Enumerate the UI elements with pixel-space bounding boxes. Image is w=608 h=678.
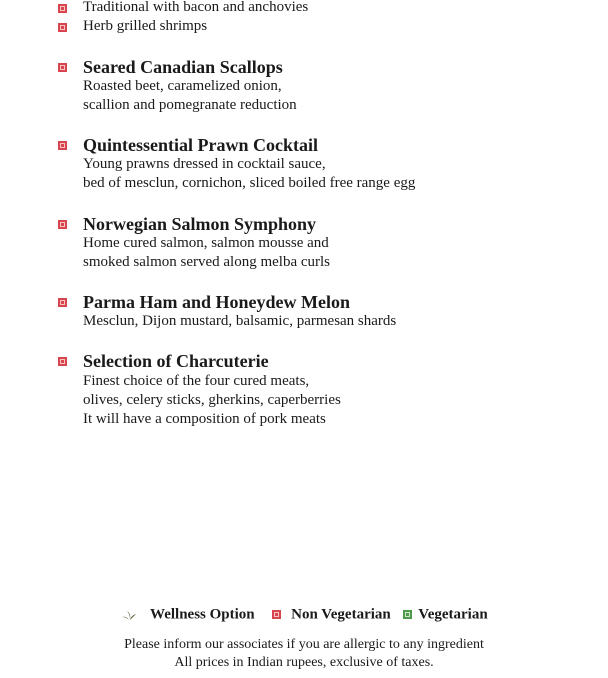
dish-title: Selection of Charcuterie	[83, 351, 269, 371]
menu-item: Herb grilled shrimps	[83, 18, 208, 34]
non-veg-icon	[272, 610, 281, 619]
dish-description: Young prawns dressed in cocktail sauce,	[83, 156, 326, 172]
non-veg-icon	[58, 141, 67, 150]
dish-description: Finest choice of the four cured meats,	[83, 373, 310, 389]
sprout-icon	[120, 609, 140, 621]
dish-title: Parma Ham and Honeydew Melon	[83, 292, 350, 312]
dish-description: Roasted beet, caramelized onion,	[83, 78, 282, 94]
allergy-note: Please inform our associates if you are allergic to any ingredient	[124, 637, 484, 652]
non-veg-label: Non Vegetarian	[291, 606, 391, 623]
dish-description: bed of mesclun, cornichon, sliced boiled free range egg	[83, 175, 416, 191]
non-veg-icon	[58, 63, 67, 72]
non-veg-icon	[58, 4, 67, 13]
legend	[0, 604, 608, 625]
dish-title: Seared Canadian Scallops	[83, 57, 283, 77]
dish-title: Quintessential Prawn Cocktail	[83, 135, 319, 155]
dish-description: It will have a composition of pork meats	[83, 411, 326, 427]
veg-label: Vegetarian	[418, 606, 488, 623]
non-veg-icon	[58, 220, 67, 229]
wellness-label: Wellness Option	[150, 606, 255, 623]
dish-description: Mesclun, Dijon mustard, balsamic, parmesan shards	[83, 313, 397, 329]
dish-description: olives, celery sticks, gherkins, caperberries	[83, 392, 341, 408]
dish-description: scallion and pomegranate reduction	[83, 97, 297, 113]
non-veg-icon	[58, 357, 67, 366]
veg-icon	[403, 610, 412, 619]
non-veg-icon	[58, 298, 67, 307]
non-veg-icon	[58, 23, 67, 32]
dish-title: Norwegian Salmon Symphony	[83, 214, 317, 234]
price-note: All prices in Indian rupees, exclusive of taxes.	[174, 655, 434, 670]
dish-description: Home cured salmon, salmon mousse and	[83, 235, 329, 251]
menu-item: Traditional with bacon and anchovies	[83, 0, 309, 15]
dish-description: smoked salmon served along melba curls	[83, 254, 331, 270]
